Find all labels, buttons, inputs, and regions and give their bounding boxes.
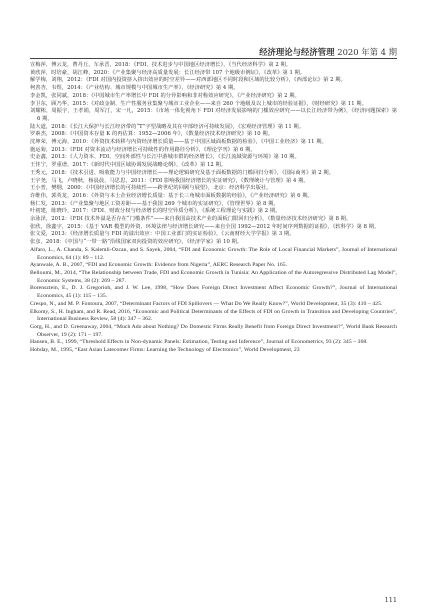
issue-label: 2020 年第 4 期: [337, 47, 397, 57]
reference-item: 许维伟，郭英龙，2016：《外资与本土企业经济增长质量：基于长三角城市面板数据的经验》，《产业经济研究》第 6 期。: [30, 192, 313, 199]
reference-item: 解学梅，刘翔，2012：《FDI 对国内投资挤入挤出效应的时空差异——对西部地区不同时段和区域的比较分析》，《西部论坛》第 2 期。: [30, 77, 346, 84]
reference-item: Borensztein, E., D. J. Gregorioh, and J. W. Lee, 1998, “How Does Foreign Direct Investment Affect Economic Growth?”, Journal of International Economics, 45 (1): 115 – 135.: [30, 285, 397, 300]
reference-item: 罗素杰，2008：《中国资本存量 K 的再估算：1952—2006 年》，《数量经济技术经济研究》第 10 期。: [30, 131, 273, 138]
reference-item: 李金凯，张同斌，2018：《中国城市生产率增长中 FDI 的分异影响和非对称效应研究》，《产业经济研究》第 2 期。: [30, 92, 300, 99]
reference-item: Hansen, B. E., 1999, “Threshold Effects in Non-dynamic Panels: Estimation, Testing and Inference”, Journal of Econometrics, 93 (2): 345 – 368.: [30, 339, 368, 346]
journal-running-title: [259, 46, 397, 58]
reference-item: 张文爱，2013：《经济增长质量与 FDI 的溢出效应：中国工业部门的实证检验》，《云南财经大学学报》第 3 期。: [30, 231, 295, 238]
reference-item: 杨仁发，2013：《产业集聚与地区工资差距——基于我国 269 个城市的实证研究》，《管理世界》第 8 期。: [30, 200, 279, 207]
reference-item: Hobday, M., 1995, “East Asian Latecomer Firms: Learning the Technology of Electronics”, World Development, 23: [30, 347, 300, 354]
reference-item: 施运菊，2013：《FDI 对资本流动与经济增长可持续性的作用路径分析》，《理论学刊》第 6 期。: [30, 146, 256, 153]
reference-item: Crespo, N., and M. P. Fontoura, 2007, “Determinant Factors of FDI Spillovers — What Do We Really Know?”, World Development, 35 (3): 410 – 425.: [30, 300, 383, 307]
page-header: [30, 6, 397, 58]
reference-item: 余泳泽，2012：《FDI 技术外溢是否存在“门槛条件”——来自我国高技术产业的面板门限回归分析》，《数量经济技术经济研究》第 8 期。: [30, 216, 352, 223]
reference-list: [30, 62, 397, 355]
reference-item: 沈坤荣，傅元海，2010：《外资技术转移与内资经济增长质量——基于中国区域面板数据的检验》，《中国工业经济》第 11 期。: [30, 139, 327, 146]
reference-item: Alfaro, L., A. Chanda, S. Kalemli-Ozcan, and S. Sayek, 2004, “FDI and Economic Growth: The Role of Local Financial Markets”, Journal of International Economics, 64 (1): 89 – 112.: [30, 246, 397, 261]
reference-item: 王小普，樊纲，2000：《中国经济增长的可持续性——跨世纪的回顾与展望》，北京：经济科学出版社。: [30, 185, 272, 192]
reference-item: 黄欣萍，时培豪，胡江峰，2020：《产业集聚与经济高质量发展：长江经济带 107 个地级市例证》，《改革》第 1 期。: [30, 69, 306, 76]
reference-item: 宣梅萍，傅云龙，曹丹丘，车承晋，2018：《FDI、技术进步与中国地区经济增长》，《当代经济科学》第 2 期。: [30, 62, 292, 68]
header-rule: [30, 58, 397, 59]
reference-item: 王宇尧，马飞，卢晓秋，杨晨晨，马思思，2011：《FDI 影响我国经济增长的实证研究》，《数理统计与管理》第 4 期。: [30, 177, 309, 184]
reference-item: Ayanwale, A. B., 2007, “FDI and Economic Growth: Evidence from Nigeria”, AERC Research Paper No. 165.: [30, 262, 288, 269]
journal-name: 经济理论与经济管理: [259, 47, 335, 57]
reference-item: 张欣，徐鑫宇，2015：《基于 VAR 模型的外资、环境法律与经济增长研究——来自全国 1992—2012 年时间序列数据的证据》，《软科学》第 8 期。: [30, 223, 380, 230]
reference-item: Belloumi, M., 2014, “The Relationship between Trade, FDI and Economic Growth in Tunisia: An Application of the Autoregressive Distributed Lag Model”, Economic Systems, 38 (2): 269 – 287.: [30, 269, 397, 284]
reference-item: 陆大道，2018：《长江大保护与长江经济带的“T”字型战略及其在中部经济可持续发展》，《宏观经济管理》第 11 期。: [30, 123, 305, 130]
reference-item: 王佳宁，罗重谱，2017：《新时代中国区域协调发展战略论纲》，《改革》第 12 期。: [30, 162, 227, 169]
reference-item: 刘耀彬，周振宇，王孝娟，周军汀，宋一凡，2015：《市场一体化视角下 FDI 对经济发展影响的门槛效应研究——以长江经济带为例》，《经济问题探索》第 6 期。: [30, 108, 397, 122]
reference-item: 王秀元，2018：《技术引进、吸收能力与中国经济增长——理论逻辑研究及基于面板数据的门槛回归分析》，《国际商务》第 2 期。: [30, 169, 335, 176]
page-number: 111: [384, 596, 397, 604]
reference-item: 张彦，2018：《中国与“一带一路”沿线国家双向投资的效应研究》，《经济学家》第 10 期。: [30, 239, 243, 246]
reference-item: Gorg, H., and D. Greenaway, 2004, “Much Ado about Nothing? Do Domestic Firms Really Benefit from Foreign Direct Investment?”, World Bank Research Observer, 19 (2): 171 – 197.: [30, 323, 397, 338]
reference-item: 史金鑫，2013：《人力资本、FDI、空间外部性与长江中游城市群的经济增长》，《长江流域资源与环境》第 10 期。: [30, 154, 300, 161]
reference-item: 柯善杏，韦煜，2014：《产业结构、城市规模与中国城市生产率》，《经济研究》第 4 期。: [30, 85, 239, 92]
reference-item: 叶初建，陈晓玲，2017：《FDI、财政分权与经济增长的时空异质分析》，《系统工程理论与实践》第 2 期。: [30, 208, 281, 215]
reference-item: 李卫东，顾乃华，2015：《对政金制、生产性服务业集聚与城市工业企业——来自 260 个地级及以上城市的经验证据》，《财经研究》第 11 期。: [30, 100, 367, 107]
reference-item: Elkomy, S., H. Ingham, and R. Read, 2016, “Economic and Political Determinants of the Effects of FDI on Growth in Transition and Developing Countries”, International Business Review, 58 (4): 347 – 362.: [30, 308, 397, 323]
